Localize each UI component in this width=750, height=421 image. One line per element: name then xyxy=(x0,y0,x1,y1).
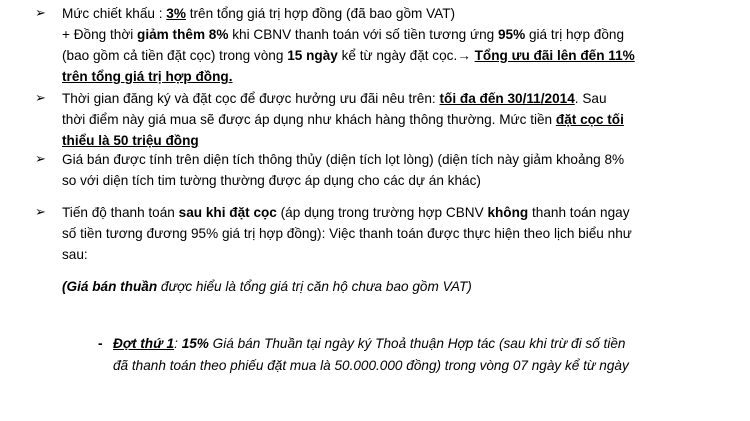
item-2-line-3 xyxy=(62,131,199,151)
text-run: khi CBNV thanh toán với số tiền tương ứng xyxy=(228,27,498,42)
text-run: thanh toán ngay xyxy=(528,205,630,220)
text-run: sau khi đặt cọc xyxy=(178,205,277,220)
text-run: trên tổng giá trị hợp đồng (đã bao gồm VAT) xyxy=(185,6,456,21)
text-run: giảm thêm 8% xyxy=(137,27,229,42)
text-run: (bao gồm cả tiền đặt cọc) trong vòng xyxy=(62,48,288,63)
text-run: so với diện tích tim tường thường được áp dụng cho các dự án khác) xyxy=(62,173,481,188)
text-run: . Sau xyxy=(574,91,607,106)
text-run: (Giá bán thuần xyxy=(62,279,158,294)
bullet-arrow-icon: ➢ xyxy=(35,152,46,167)
text-run: (áp dụng trong trường hợp CBNV xyxy=(276,205,488,220)
text-run: tối đa đến 30/11/2014 xyxy=(439,91,575,106)
text-run: được hiểu là tổng giá trị căn hộ chưa bao gồm VAT) xyxy=(157,279,472,294)
text-run: 3% xyxy=(166,6,186,21)
text-run: giá trị hợp đồng xyxy=(525,27,625,42)
item-3-line-2 xyxy=(62,171,481,191)
text-run: kể từ ngày đặt cọc.→ xyxy=(337,48,475,63)
text-run: : xyxy=(174,336,182,351)
text-run: + Đồng thời xyxy=(62,27,138,42)
item-2-line-2 xyxy=(62,110,624,130)
sub-item-dash: - xyxy=(98,336,103,351)
text-run: thiểu là 50 triệu đồng xyxy=(62,133,199,148)
text-run: Giá bán được tính trên diện tích thông thủy (diện tích lọt lòng) (diện tích này giảm khoảng 8% xyxy=(62,152,625,167)
text-run: Thời gian đăng ký và đặt cọc để được hưởng ưu đãi nêu trên: xyxy=(62,91,440,106)
text-run: Đợt thứ 1 xyxy=(113,336,175,351)
text-run: Tổng ưu đãi lên đến 11% xyxy=(474,48,635,63)
text-run: 95% xyxy=(497,27,526,42)
text-run: trên tổng giá trị hợp đồng. xyxy=(62,69,233,84)
bullet-arrow-icon: ➢ xyxy=(35,6,46,21)
text-run: sau: xyxy=(62,247,88,262)
text-run: đã thanh toán theo phiếu đặt mua là 50.000.000 đồng) trong vòng 07 ngày kể từ ngày xyxy=(113,358,629,373)
text-run: Tiến độ thanh toán xyxy=(62,205,179,220)
text-run: không xyxy=(487,205,529,220)
text-run: Mức chiết khấu : xyxy=(62,6,167,21)
item-4-line-1 xyxy=(62,203,630,223)
text-run: Giá bán Thuần tại ngày ký Thoả thuận Hợp tác (sau khi trừ đi số tiền xyxy=(208,336,626,351)
sub-item-line-2 xyxy=(113,356,629,376)
item-1-line-3 xyxy=(62,46,635,66)
item-4-line-3 xyxy=(62,245,88,265)
text-run: đặt cọc tối xyxy=(555,112,624,127)
text-run: số tiền tương đương 95% giá trị hợp đồng): Việc thanh toán được thực hiện theo lịch biểu như xyxy=(62,226,632,241)
item-1-line-4 xyxy=(62,67,233,87)
item-4-line-2 xyxy=(62,224,632,244)
item-1-line-1 xyxy=(62,4,455,24)
item-3-line-1 xyxy=(62,150,624,170)
text-run: thời điểm này giá mua sẽ được áp dụng như khách hàng thông thường. Mức tiền xyxy=(62,112,556,127)
item-1-line-2 xyxy=(62,25,624,45)
item-4-note xyxy=(62,277,472,297)
text-run: 15 ngày xyxy=(287,48,338,63)
text-run: 15% xyxy=(181,336,209,351)
item-2-line-1 xyxy=(62,89,607,109)
sub-item-line-1 xyxy=(113,334,625,354)
bullet-arrow-icon: ➢ xyxy=(35,91,46,106)
bullet-arrow-icon: ➢ xyxy=(35,205,46,220)
